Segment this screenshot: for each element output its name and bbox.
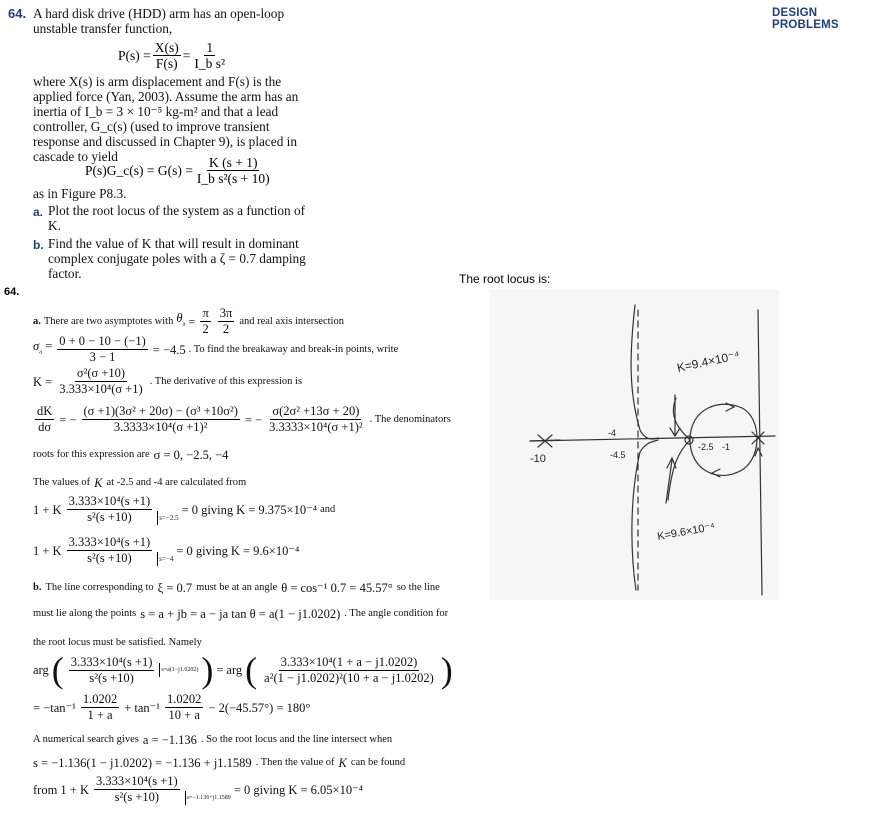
sol-roots-line (33, 448, 228, 462)
K-den: 3.333×10⁴(σ +1) (59, 382, 143, 396)
locus-circle (690, 404, 757, 475)
tan1-den: 1 + a (87, 708, 113, 722)
sol-a-text1: There are two asymptotes with (43, 315, 174, 327)
c2-den: s²(s +10) (87, 551, 132, 565)
values-text: The values of (33, 477, 91, 488)
label-m10: -10 (530, 453, 546, 465)
sol-arg-line: arg ( $\frac{\text{3.333×10⁴(s +1)}}{\text{s²(s +10)}}$ s=a(1−j1.0202) ) = arg ( $\frac{\text{3.333×10⁴(1 + a − j1.0202)}}{\text{a²(1 − j1.0202)²(10 + a − j1.0202)}}$ ) (33, 650, 453, 690)
sol-a-label: a. (33, 315, 41, 327)
b-text1: The line corresponding to (45, 582, 154, 593)
tan-lead: = −tan⁻¹ (33, 700, 76, 715)
problem-intro: A hard disk drive (HDD) arm has an open-loop unstable transfer function, (33, 6, 285, 36)
s-val3: can be found (350, 757, 406, 768)
problem-number: 64. (8, 6, 27, 21)
c2-num: 3.333×10⁴(s +1) (68, 535, 151, 549)
sol-search-line (33, 733, 392, 747)
sol-derivative-line: $\frac{dK}{d\sigma}$ = − $\frac{\text{(σ +1)(3σ² + 20σ) − (σ³ +10σ²)}}{\text{3.3333×10⁴(σ +1)²}}$ = − $\frac{\text{σ(2σ² +13σ + 20)}}{\text{3.3333×10⁴(σ +1)²}}$ . The denominators (37, 404, 451, 434)
pi3-den: 2 (222, 322, 230, 336)
roots-val: σ = 0, −2.5, −4 (153, 448, 229, 462)
section-header: DESIGN PROBLEMS (772, 7, 839, 31)
arrow-down (670, 395, 680, 436)
num-search: A numerical search gives (33, 734, 139, 745)
branch-lower (668, 440, 690, 500)
sol-calc-1 (33, 494, 335, 525)
f-K: K = 6.05×10⁻⁴ (288, 782, 364, 797)
K-lhs: K = (33, 374, 53, 389)
b-line2a: must lie along the points (33, 608, 137, 619)
deriv2-den: 3.3333×10⁴(σ +1)² (269, 420, 363, 434)
sol-sigma-line: $\sigma_a$ = $\frac{0 + 0 - 10 - (-1)}{3 - 1}$ = −4.5 . To find the breakaway and break-in points, write (33, 334, 399, 364)
sigma-val: = −4.5 (152, 342, 186, 357)
tan2-num: 1.0202 (167, 692, 202, 706)
sigma-den: 3 − 1 (89, 350, 116, 364)
values-text2: at -2.5 and -4 are calculated from (106, 477, 247, 488)
label-m4: -4 (608, 428, 617, 438)
label-top-K: K=9.4×10⁻⁴ (675, 348, 741, 375)
root-locus-sketch (490, 290, 779, 600)
sol-b-line1 (33, 581, 440, 595)
locus-lower (632, 440, 658, 590)
eq1-den2: I_b s² (194, 56, 226, 71)
arg-word-1: arg (33, 663, 49, 677)
sigma-text: . To find the breakaway and break-in points, write (188, 343, 399, 355)
label-m25: -2.5 (698, 442, 714, 452)
theta-sub: a (182, 320, 186, 328)
dK-den: dσ (38, 420, 52, 434)
sol-a-text2: and real axis intersection (239, 315, 344, 327)
root-locus-figure (490, 290, 779, 600)
f-den: s²(s +10) (114, 790, 160, 804)
c1-K: K = 9.375×10⁻⁴ (236, 502, 318, 517)
arc-arrow-bottom (712, 469, 720, 477)
K-num: σ²(σ +10) (76, 366, 126, 380)
part-a-text: Plot the root locus of the system as a function of K. (48, 203, 306, 233)
arg2-num: 3.333×10⁴(1 + a − j1.0202) (280, 654, 418, 669)
arg1-sub: s=a(1−j1.0202) (159, 663, 198, 677)
tan1-num: 1.0202 (82, 692, 118, 706)
c2-text: = 0 giving (176, 543, 228, 558)
arg-word-2: arg (226, 663, 243, 677)
b-text3: so the line (396, 582, 440, 593)
eq2-den: I_b s²(s + 10) (196, 171, 270, 186)
eq1-equals: = (182, 47, 191, 63)
arg1-num: 3.333×10⁴(s +1) (70, 654, 153, 669)
tan-mid: + tan⁻¹ (124, 700, 161, 715)
eq1-num: X(s) (154, 40, 179, 55)
b-line2c: . The angle condition for (344, 608, 449, 619)
roots-text: roots for this expression are (33, 449, 150, 460)
c1-den: s²(s +10) (87, 510, 132, 524)
theta-eq: = (188, 314, 196, 329)
deriv-text: . The denominators (369, 413, 451, 425)
deriv2-num: σ(2σ² +13σ + 20) (272, 404, 360, 418)
arg1-den: s²(s +10) (89, 670, 134, 685)
equation-transfer-function (118, 40, 229, 71)
label-bottom-K: K=9.6×10⁻⁴ (656, 521, 716, 543)
equation-open-loop (85, 155, 274, 186)
part-a-label: a. (33, 205, 44, 219)
b-text2: must be at an angle (196, 582, 278, 593)
pi-num: π (202, 306, 209, 320)
solution-number: 64. (4, 286, 20, 298)
sol-b-line2 (33, 607, 448, 621)
label-m1: -1 (722, 442, 731, 452)
eq2-num: K (s + 1) (208, 155, 258, 170)
sol-asymptote-line (33, 306, 344, 337)
c1-text: = 0 giving (181, 502, 234, 517)
sigma-sub: a (39, 348, 43, 356)
pi3-num: 3π (219, 306, 233, 320)
problem-body-2: as in Figure P8.3. (33, 186, 127, 201)
sol-b-label: b. (33, 582, 42, 593)
figure-caption: The root locus is: (459, 272, 551, 286)
part-b-text: Find the value of K that will result in dominant complex conjugate poles with a ζ = 0.7 damping factor. (48, 236, 306, 281)
eq2-lhs: P(s)G_c(s) = G(s) = (85, 162, 193, 178)
theta-symbol: θ (176, 311, 183, 326)
c2-sub: s=−4 (157, 552, 173, 566)
dK-num: dK (37, 404, 53, 418)
eq1-den: F(s) (155, 56, 178, 71)
s-K: K (338, 756, 347, 770)
pole-origin-x (752, 432, 764, 444)
c1-sub: s=−2.5 (157, 511, 178, 525)
tan2-den: 10 + a (168, 708, 200, 722)
b-theta: θ = cos⁻¹ 0.7 = 45.57° (281, 581, 393, 595)
c2-K: K = 9.6×10⁻⁴ (230, 543, 300, 558)
sol-calc-2 (33, 535, 299, 566)
sol-K-line (33, 366, 302, 397)
b-line3: the root locus must be satisfied. Namely (33, 637, 202, 648)
c1-num: 3.333×10⁴(s +1) (68, 494, 151, 508)
b-zeta: ξ = 0.7 (157, 581, 193, 595)
part-b-label: b. (33, 238, 44, 252)
sigma-num: 0 + 0 − 10 − (−1) (59, 334, 146, 348)
from: from 1 + K (33, 782, 89, 797)
sol-s-line (33, 756, 405, 770)
K-text: . The derivative of this expression is (149, 375, 303, 387)
s-val: s = −1.136(1 − j1.0202) = −1.136 + j1.1589 (33, 756, 252, 770)
label-m45: -4.5 (610, 450, 626, 460)
deriv-den: 3.3333×10⁴(σ +1)² (113, 420, 208, 434)
arg2-den: a²(1 − j1.0202)²(10 + a − j1.0202) (264, 670, 434, 685)
b-line2b: s = a + jb = a − ja tan θ = a(1 − j1.0202) (140, 607, 341, 621)
tan-tail: − 2(−45.57°) = 180° (208, 700, 311, 715)
eq1-lhs: P(s) = (118, 47, 151, 63)
eq1-num2: 1 (206, 40, 214, 55)
locus-upper (631, 305, 658, 439)
sigma-symbol: σ (33, 339, 40, 354)
s-val2: . Then the value of (255, 757, 335, 768)
c1-onek: 1 + K (33, 502, 62, 517)
sol-final-line (33, 774, 363, 805)
num-search2: . So the root locus and the line intersect when (200, 734, 393, 745)
f-num: 3.333×10⁴(s +1) (96, 774, 178, 788)
c2-onek: 1 + K (33, 543, 62, 558)
f-text: = 0 giving (233, 782, 286, 797)
c1-and: and (320, 503, 336, 515)
deriv-num: (σ +1)(3σ² + 20σ) − (σ³ +10σ²) (83, 404, 238, 418)
sol-values-line (33, 476, 246, 490)
pi-den: 2 (202, 322, 209, 336)
f-sub: s=−1.136+j1.1589 (185, 791, 231, 805)
problem-body-1: where X(s) is arm displacement and F(s) is the applied force (Yan, 2003). Assume the arm has an inertia of I_b = 3 × 10⁻⁵ kg-m² and that a lead controller, G_c(s) (used to improve transient response and discussed in Chapter 9), is placed in cascade to yield (33, 74, 299, 164)
sol-tan-line (33, 692, 310, 723)
a-val: a = −1.136 (142, 733, 197, 747)
values-K: K (94, 476, 103, 490)
